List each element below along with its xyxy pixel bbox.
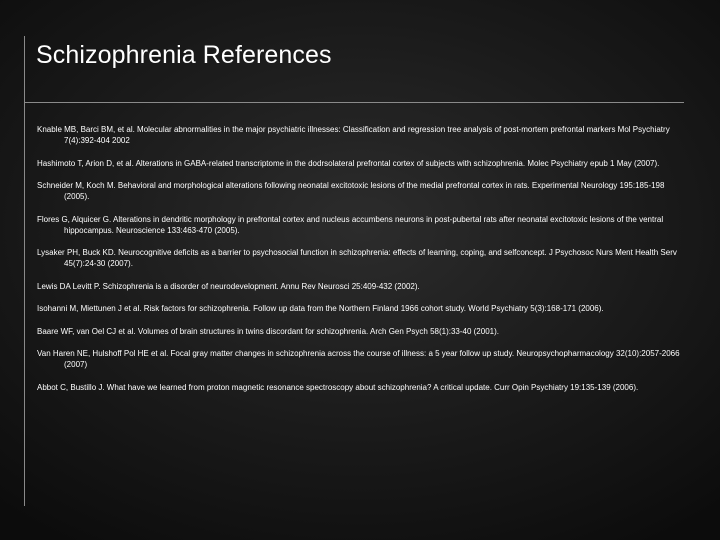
reference-item: Lysaker PH, Buck KD. Neurocognitive deficits as a barrier to psychosocial function in schizophrenia: effects of learning, coping, and selfconcept. J Psychosoc Nurs Ment Health Serv 45(7):24-30 (2007). bbox=[37, 248, 677, 268]
reference-item: Abbot C, Bustillo J. What have we learned from proton magnetic resonance spectroscopy about schizophrenia? A critical update. Curr Opin Psychiatry 19:135-139 (2006). bbox=[37, 382, 639, 392]
reference-item: Knable MB, Barci BM, et al. Molecular abnormalities in the major psychiatric illnesses: Classification and regression tree analysis of post-mortem prefrontal markers Mol Psychiatry 7(4):392-404 2002 bbox=[37, 125, 670, 145]
vertical-divider bbox=[24, 36, 25, 506]
reference-item: Baare WF, van Oel CJ et al. Volumes of brain structures in twins discordant for schizophrenia. Arch Gen Psych 58(1):33-40 (2001). bbox=[37, 326, 499, 336]
reference-item: Isohanni M, Miettunen J et al. Risk factors for schizophrenia. Follow up data from the Northern Finland 1966 cohort study. World Psychiatry 5(3):168-171 (2006). bbox=[37, 304, 604, 313]
reference-item: Flores G, Alquicer G. Alterations in dendritic morphology in prefrontal cortex and nucleus accumbens neurons in post-pubertal rats after neonatal excitotoxic lesions of the ventral hippocampus. Neuroscience 133:463-470 (2005). bbox=[37, 214, 664, 235]
reference-item: Van Haren NE, Hulshoff Pol HE et al. Focal gray matter changes in schizophrenia across the course of illness: a 5 year follow up study. Neuropsychopharmacology 32(10):2057-2066 (2007) bbox=[37, 349, 680, 369]
reference-item: Schneider M, Koch M. Behavioral and morphological alterations following neonatal excitotoxic lesions of the medial prefrontal cortex in rats. Experimental Neurology 195:185-198 (2005). bbox=[37, 181, 665, 201]
title-underline bbox=[24, 102, 684, 103]
slide-title: Schizophrenia References bbox=[36, 41, 332, 69]
reference-item: Hashimoto T, Arion D, et al. Alterations in GABA-related transcriptome in the dodrsolateral prefrontal cortex of subjects with schizophrenia. Molec Psychiatry epub 1 May (2007). bbox=[37, 158, 660, 168]
reference-item: Lewis DA Levitt P. Schizophrenia is a disorder of neurodevelopment. Annu Rev Neurosci 25:409-432 (2002). bbox=[37, 281, 420, 291]
reference-list bbox=[37, 124, 685, 404]
